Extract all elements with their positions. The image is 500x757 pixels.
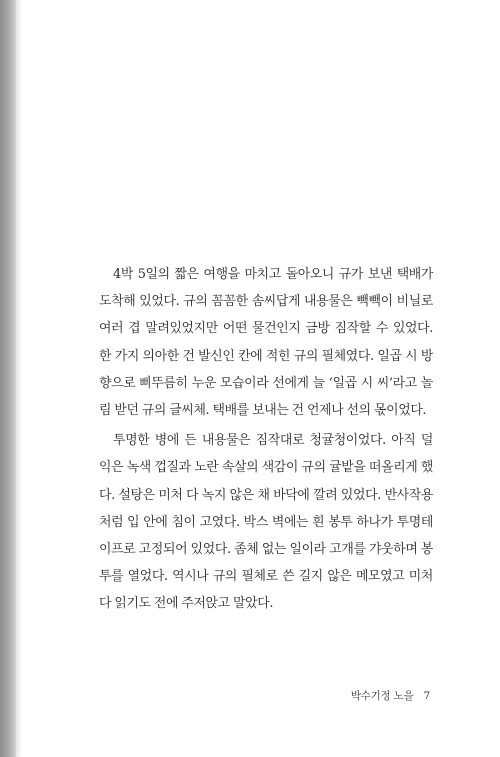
page-gutter-shadow [16, 0, 22, 757]
page-footer [351, 688, 430, 703]
paragraph-1: 4박 5일의 짧은 여행을 마치고 돌아오니 규가 보낸 택배가 도착해 있었다. 규의 꼼꼼한 솜씨답게 내용물은 빽빽이 비닐로 여러 겹 말려있었지만 어떤 물건인지 금방 짐작할 수 있었다. 한 가지 의아한 건 발신인 칸에 적힌 규의 필체였다. 일곱 시 방향으로 삐뚜름히 누운 모습이라 선에게 늘 ‘일곱 시 씨’라고 놀림 받던 규의 글씨체. 택배를 보내는 건 언제나 선의 몫이었다. [99, 267, 433, 419]
body-text [99, 261, 433, 618]
running-title: 박수기정 노을 [350, 690, 414, 702]
paragraph-2: 투명한 병에 든 내용물은 짐작대로 청귤청이었다. 아직 덜 익은 녹색 껍질과 노란 속살의 색감이 규의 귤밭을 떠올리게 했다. 설탕은 미처 다 녹지 않은 채 바닥에 깔려 있었다. 반사작용처럼 입 안에 침이 고였다. 박스 벽에는 흰 봉투 하나가 투명테이프로 고정되어 있었다. 좀체 없는 일이라 고개를 갸웃하며 봉투를 열었다. 역시나 규의 필체로 쓴 길지 않은 메모였고 미처 다 읽기도 전에 주저앉고 말았다. [99, 433, 433, 612]
book-page-edge [0, 0, 16, 757]
page-number: 7 [423, 690, 430, 702]
